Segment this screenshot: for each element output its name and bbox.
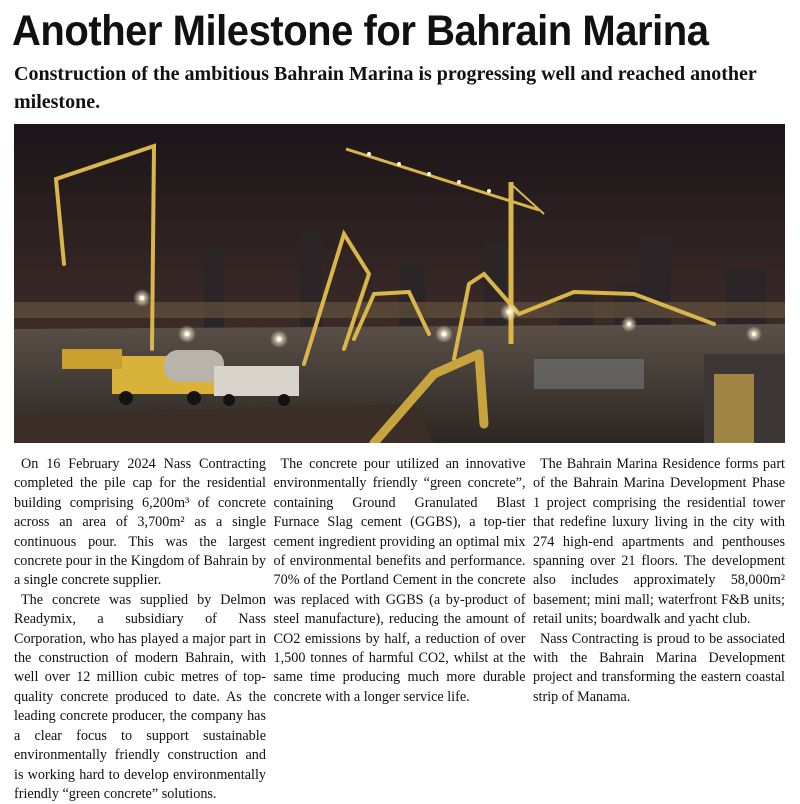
construction-site-photo [14,124,785,443]
paragraph-2: The concrete was supplied by Delmon Readymix, a subsidiary of Nass Corporation, who has played a major part in the construction of modern Bahrain, with well over 12 million cubic metres of top-quality concrete produced to date. As the leading concrete producer, the company has a clear focus to support sustainable environmentally friendly construction and is working hard to develop environmentally friendly “green concrete” solutions. [14,591,266,802]
subheadline: Construction of the ambitious Bahrain Marina is progressing well and reached another milestone. [14,63,757,113]
paragraph-5: Nass Contracting is proud to be associated with the Bahrain Marina Development project and transforming the eastern coastal strip of Manama. [533,630,785,705]
paragraph-1: On 16 February 2024 Nass Contracting completed the pile cap for the residential building comprising 6,200m³ of concrete across an area of 3,700m² as a single continuous pour. This was the largest concrete pour in the Kingdom of Bahrain by a single concrete supplier. [14,456,266,589]
column-3 [533,455,785,804]
paragraph-4: The Bahrain Marina Residence forms part of the Bahrain Marina Development Phase 1 project comprising the residential tower that redefine luxury living in the city with 274 high-end apartments and penthouses spanning over 21 floors. The development also includes approximately 58,000m² basement; mini mall; waterfront F&B units; retail units; boardwalk and yacht club. [533,456,785,628]
paragraph-3: The concrete pour utilized an innovative environmentally friendly “green concrete”, containing Ground Granulated Blast Furnace Slag cement (GGBS), a top-tier cement ingredient providing an optimal mix of environmental benefits and performance. 70% of the Portland Cement in the concrete was replaced with GGBS (a by-product of steel manufacture), reducing the amount of CO2 emissions by half, a reduction of over 1,500 tonnes of harmful CO2, whilst at the same time producing much more durable concrete with a longer service life. [273,456,526,705]
article-body [14,455,785,804]
column-2 [274,455,526,804]
headline: Another Milestone for Bahrain Marina [12,7,709,55]
column-1 [14,455,266,804]
